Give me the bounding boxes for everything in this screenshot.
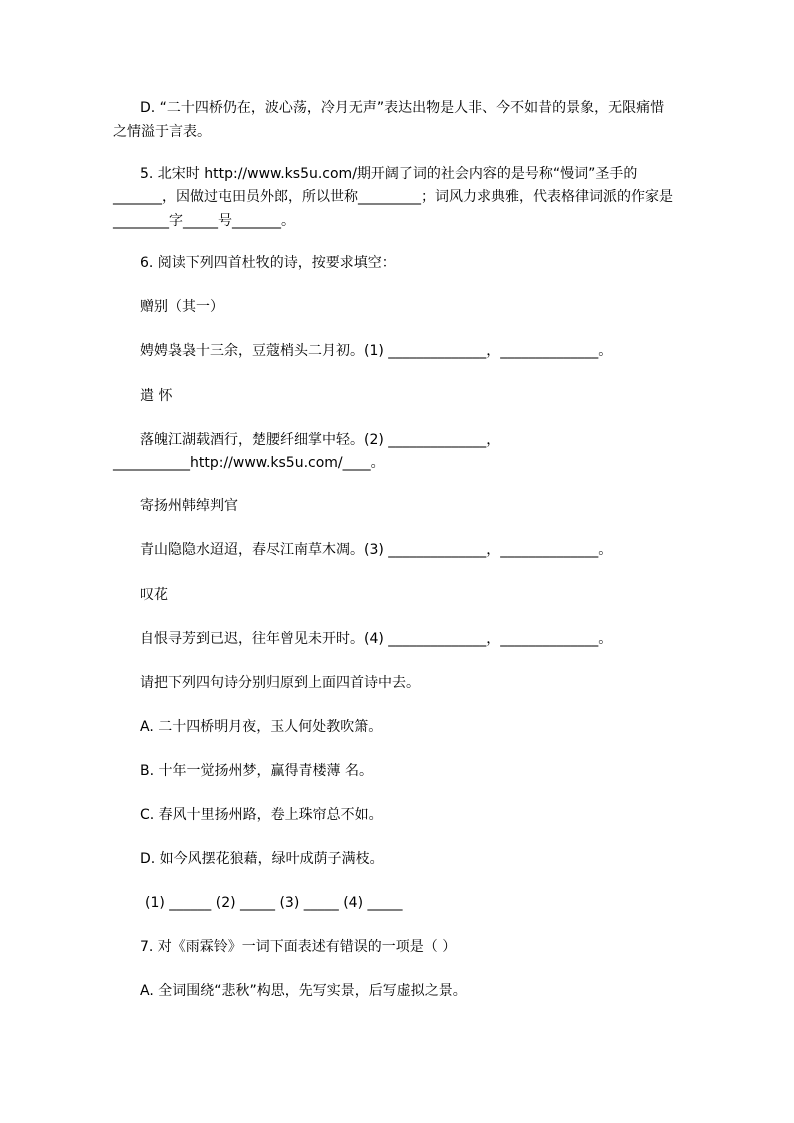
instruction: 请把下列四句诗分别归原到上面四首诗中去。 <box>140 675 420 691</box>
poem-title-2: 遣 怀 <box>140 388 173 404</box>
question-5-blanks-2: ________字_____号_______。 <box>113 213 295 229</box>
option-d-text: D. “二十四桥仍在，波心荡，冷月无声”表达出物是人非、今不如昔的景象，无限痛惜 <box>140 100 665 116</box>
poem-line-2: 落魄江湖载酒行，楚腰纤细掌中轻。(2) ______________， <box>140 432 501 448</box>
choice-d: D. 如今风摆花狼藉，绿叶成荫子满枝。 <box>140 851 384 867</box>
question-5: 5. 北宋时 http://www.ks5u.com/期开阔了词的社会内容的是号称“慢词”圣手的 <box>140 166 638 182</box>
poem-title-3: 寄扬州韩绰判官 <box>140 498 238 514</box>
question-5-blanks-1: _______，因做过屯田员外郎，所以世称_________；词风力求典雅，代表格律词派的作家是 <box>113 189 673 205</box>
poem-line-3: 青山隐隐水迢迢，春尽江南草木凋。(3) ______________，______________。 <box>140 542 613 558</box>
question-7: 7. 对《雨霖铃》一词下面表述有错误的一项是（ ） <box>140 939 457 955</box>
poem-line-2-continuation: ___________http://www.ks5u.com/____。 <box>113 455 385 471</box>
choice-c: C. 春风十里扬州路，卷上珠帘总不如。 <box>140 807 383 823</box>
choice-b: B. 十年一觉扬州梦，赢得青楼薄 名。 <box>140 763 373 779</box>
poem-line-1: 娉娉袅袅十三余，豆蔻梢头二月初。(1) ______________，______________。 <box>140 343 613 359</box>
question-7-option-a: A. 全词围绕“悲秋”构思，先写实景，后写虚拟之景。 <box>140 983 467 999</box>
choice-a: A. 二十四桥明月夜，玉人何处教吹箫。 <box>140 719 383 735</box>
answer-blanks: (1) ______ (2) _____ (3) _____ (4) _____ <box>145 895 403 911</box>
poem-line-4: 自恨寻芳到已迟，往年曾见未开时。(4) ______________，______________。 <box>140 631 613 647</box>
question-6: 6. 阅读下列四首杜牧的诗，按要求填空： <box>140 255 396 271</box>
option-d-continuation: 之情溢于言表。 <box>113 124 211 140</box>
poem-title-4: 叹花 <box>140 587 168 603</box>
poem-title-1: 赠别（其一） <box>140 299 224 315</box>
